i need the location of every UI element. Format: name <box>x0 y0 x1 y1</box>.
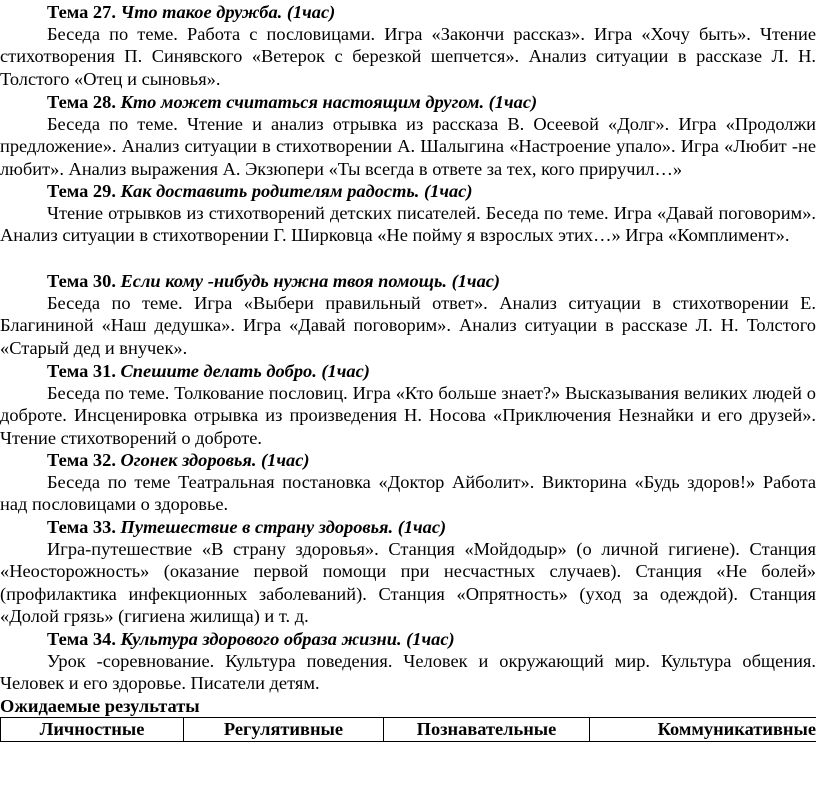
topic-title: Кто может считаться настоящим другом. (1час) <box>120 92 538 112</box>
topic-description: Игра-путешествие «В страну здоровья». Станция «Мойдодыр» (о личной гигиене). Станция «Неосторожность» (оказание первой помощи при несчастных случаев). Станция «Не болей» (профилактика инфекционных заболеваний). Станция «Опрятность» (уход за одеждой). Станция «Долой грязь» (гигиена жилища) и т. д. <box>0 539 816 627</box>
column-header-regulatory: Регулятивные <box>184 718 384 742</box>
topic-number: Тема 27. <box>47 2 116 22</box>
topic-description: Беседа по теме. Игра «Выбери правильный ответ». Анализ ситуации в стихотворении Е. Благининой «Наш дедушка». Игра «Давай поговорим». Анализ ситуации в рассказе Л. Н. Толстого «Старый дед и внучек». <box>0 293 816 358</box>
column-header-personal: Личностные <box>1 718 184 742</box>
topic-title: Если кому -нибудь нужна твоя помощь. (1час) <box>120 271 501 291</box>
table-header-row <box>1 718 816 742</box>
topic-description: Чтение отрывков из стихотворений детских писателей. Беседа по теме. Игра «Давай поговорим». Анализ ситуации в стихотворении Г. Ширковца «Не пойму я взрослых этих…» Игра «Комплимент». <box>0 203 816 246</box>
topic-title: Спешите делать добро. (1час) <box>120 361 370 381</box>
topic-title: Путешествие в страну здоровья. (1час) <box>120 517 447 537</box>
topic-description: Беседа по теме Театральная постановка «Доктор Айболит». Викторина «Будь здоров!» Работа над пословицами о здоровье. <box>0 472 816 515</box>
topic-title: Что такое дружба. (1час) <box>120 2 336 22</box>
column-header-communicative: Коммуникативные <box>590 718 816 742</box>
topic-number: Тема 32. <box>47 450 116 470</box>
column-header-cognitive: Познавательные <box>384 718 590 742</box>
topic-heading <box>47 628 455 650</box>
topic-heading <box>47 360 370 382</box>
topic-number: Тема 28. <box>47 92 116 112</box>
topic-number: Тема 33. <box>47 517 116 537</box>
topic-heading <box>47 516 446 538</box>
topic-heading <box>47 91 537 113</box>
topic-description: Беседа по теме. Чтение и анализ отрывка из рассказа В. Осеевой «Долг». Игра «Продолжи предложение». Анализ ситуации в стихотворении А. Шалыгина «Настроение упало». Игра «Любит -не любит». Анализ выражения А. Экзюпери «Ты всегда в ответе за тех, кого приручил…» <box>0 114 816 179</box>
topic-heading <box>47 449 309 471</box>
topic-title: Культура здорового образа жизни. (1час) <box>120 629 455 649</box>
topic-heading <box>47 270 500 292</box>
topic-description: Беседа по теме. Работа с пословицами. Игра «Закончи рассказ». Игра «Хочу быть». Чтение стихотворения П. Синявского «Ветерок с березкой шепчется». Анализ ситуации в рассказе Л. Н. Толстого «Отец и сыновья». <box>0 24 816 89</box>
results-table <box>0 717 816 742</box>
topic-description: Беседа по теме. Толкование пословиц. Игра «Кто больше знает?» Высказывания великих людей о доброте. Инсценировка отрывка из произведения Н. Носова «Приключения Незнайки и его друзей». Чтение стихотворений о доброте. <box>0 383 816 448</box>
topic-number: Тема 29. <box>47 181 116 201</box>
topic-title: Огонек здоровья. (1час) <box>120 450 310 470</box>
results-heading: Ожидаемые результаты <box>0 696 200 716</box>
topic-heading <box>47 180 472 202</box>
topic-number: Тема 34. <box>47 629 116 649</box>
topic-description: Урок -соревнование. Культура поведения. Человек и окружающий мир. Культура общения. Человек и его здоровье. Писатели детям. <box>0 651 816 694</box>
topic-title: Как доставить родителям радость. (1час) <box>120 181 473 201</box>
topic-number: Тема 30. <box>47 271 116 291</box>
topic-number: Тема 31. <box>47 361 116 381</box>
topic-heading <box>47 1 335 23</box>
